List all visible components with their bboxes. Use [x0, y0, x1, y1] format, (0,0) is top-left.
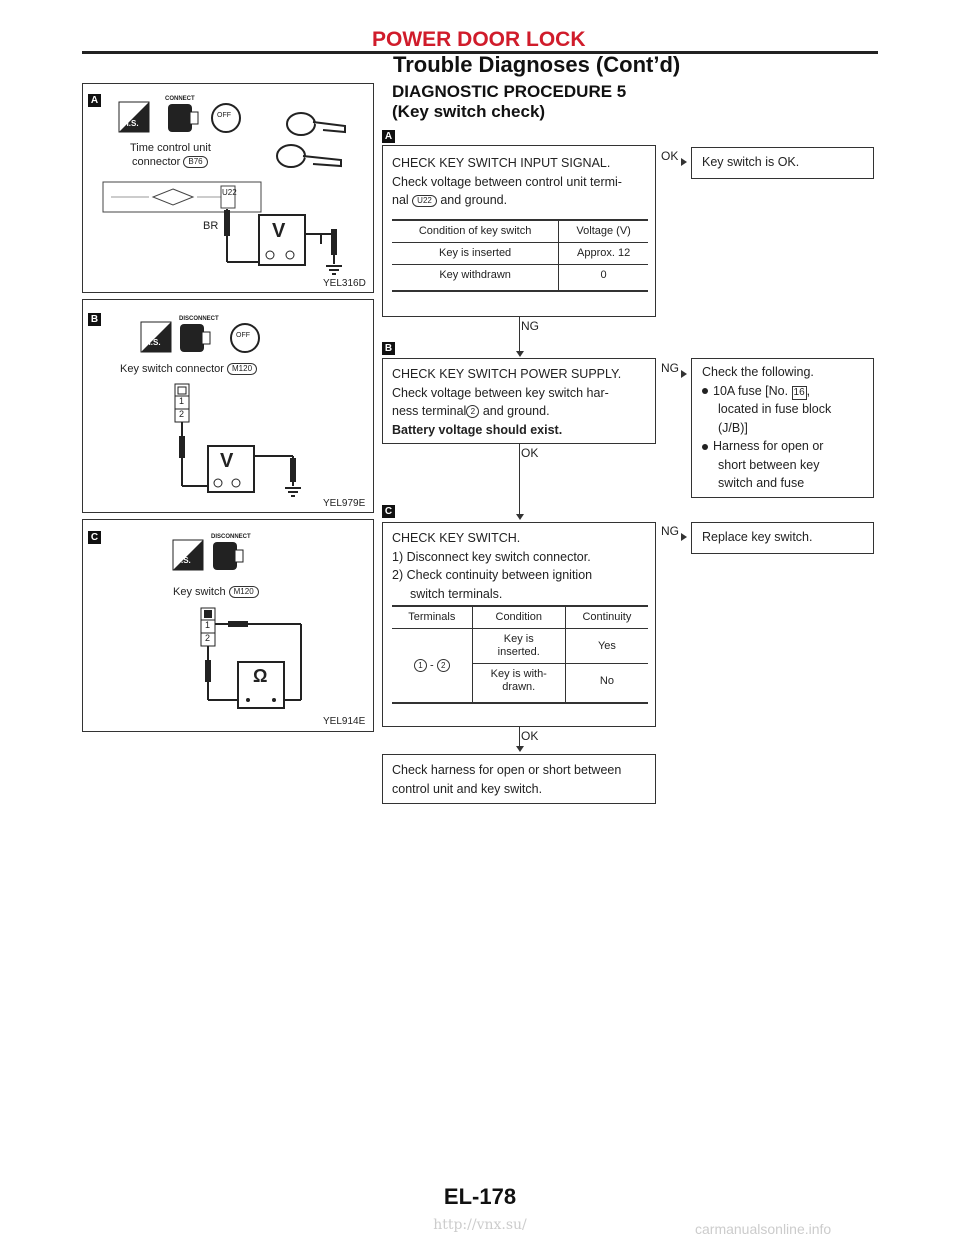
figure-c-meter: Ω — [253, 666, 268, 686]
terminals-cell: 1 - 2 — [392, 629, 472, 704]
footer-url[interactable]: http://vnx.su/ — [433, 1217, 527, 1233]
step-c-text: CHECK KEY SWITCH. 1) Disconnect key switch connector. 2) Check continuity between ignition switch terminals. — [392, 531, 593, 601]
marker-c: C — [88, 531, 101, 544]
figure-c-pin1: 1 — [205, 620, 211, 630]
section-title: POWER DOOR LOCK — [372, 28, 586, 51]
figure-b-switch: OFF — [236, 332, 250, 339]
step-d-box — [382, 754, 656, 804]
page-subtitle: Trouble Diagnoses (Cont’d) — [393, 52, 681, 77]
step-a-marker: A — [382, 130, 395, 143]
figure-c-pin2: 2 — [205, 633, 211, 643]
figure-a-label1: Time control unit — [130, 142, 211, 154]
step-a-text: CHECK KEY SWITCH INPUT SIGNAL. Check voltage between control unit termi- nal U22 and ground. — [392, 156, 622, 207]
figure-b-label: Key switch connector M120 — [120, 363, 257, 375]
arrow-right-b — [681, 370, 687, 378]
flow-line-c — [519, 727, 520, 748]
figure-b-action: DISCONNECT — [179, 316, 219, 322]
figure-c — [82, 519, 374, 732]
step-b-result — [691, 358, 874, 498]
step-a-ng: NG — [521, 319, 539, 333]
figure-b-drawing — [83, 300, 375, 514]
figure-b — [82, 299, 374, 513]
figure-a-code: YEL316D — [323, 278, 366, 289]
step-a-ok: OK — [661, 149, 679, 163]
figure-a — [82, 83, 374, 293]
step-c-table: Terminals Condition Continuity 1 - 2 Key is inserted. Yes Key is with- drawn. No — [392, 605, 648, 704]
arrow-down-a — [516, 351, 524, 357]
step-a-result: Key switch is OK. — [691, 147, 874, 179]
arrow-right-c — [681, 533, 687, 541]
arrow-right-a — [681, 158, 687, 166]
figure-b-meter: V — [220, 450, 234, 472]
step-a-table: Condition of key switch Voltage (V) Key is inserted Approx. 12 Key withdrawn 0 — [392, 219, 648, 292]
step-c-result: Replace key switch. — [691, 522, 874, 554]
watermark: carmanualsonline.info — [695, 1221, 832, 1237]
step-b-box — [382, 358, 656, 444]
figure-a-action: CONNECT — [165, 96, 195, 102]
step-d-text: Check harness for open or short between control unit and key switch. — [392, 763, 622, 796]
step-b-text: CHECK KEY SWITCH POWER SUPPLY. Check voltage between key switch har- ness terminal 2 and ground. Battery voltage should exist. — [392, 367, 622, 437]
step-b-marker: B — [382, 342, 395, 355]
figure-a-meter: V — [272, 220, 286, 242]
step-b-ok: OK — [521, 446, 539, 460]
step-c-box — [382, 522, 656, 727]
figure-c-action: DISCONNECT — [211, 534, 251, 540]
marker-a: A — [88, 94, 101, 107]
step-a-box — [382, 145, 656, 317]
figure-b-badge: H.S. — [145, 338, 161, 347]
connector-u22: U22 — [412, 195, 437, 207]
figure-a-switch: OFF — [217, 112, 231, 119]
step-c-ng: NG — [661, 524, 679, 538]
step-c-marker: C — [382, 505, 395, 518]
figure-c-label: Key switch M120 — [173, 586, 259, 598]
page-number: EL-178 — [443, 1184, 517, 1209]
figure-a-terminal: U22 — [222, 188, 237, 197]
figure-a-wire: BR — [203, 220, 219, 232]
step-c-ok: OK — [521, 729, 539, 743]
figure-c-drawing — [83, 520, 375, 733]
figure-a-badge: H.S. — [123, 119, 139, 128]
terminal-2: 2 — [466, 405, 479, 418]
figure-c-code: YEL914E — [323, 716, 366, 727]
procedure-title: DIAGNOSTIC PROCEDURE 5 (Key switch check) — [392, 82, 627, 121]
figure-b-pin2: 2 — [179, 409, 185, 419]
flow-line-a — [519, 317, 520, 353]
fuse-number: 16 — [793, 386, 805, 398]
flow-line-b — [519, 444, 520, 516]
step-b-result-text: Check the following. 10A fuse [No. 16 , located in fuse block (J/B)] Harness for open or short between key switch and fuse — [702, 365, 832, 490]
figure-a-label2: connector B76 — [132, 156, 208, 168]
figure-c-badge: T.S. — [177, 556, 191, 565]
arrow-down-b — [516, 514, 524, 520]
marker-b: B — [88, 313, 101, 326]
figure-b-pin1: 1 — [179, 396, 185, 406]
arrow-down-c — [516, 746, 524, 752]
figure-b-code: YEL979E — [323, 498, 366, 509]
step-b-ng: NG — [661, 361, 679, 375]
